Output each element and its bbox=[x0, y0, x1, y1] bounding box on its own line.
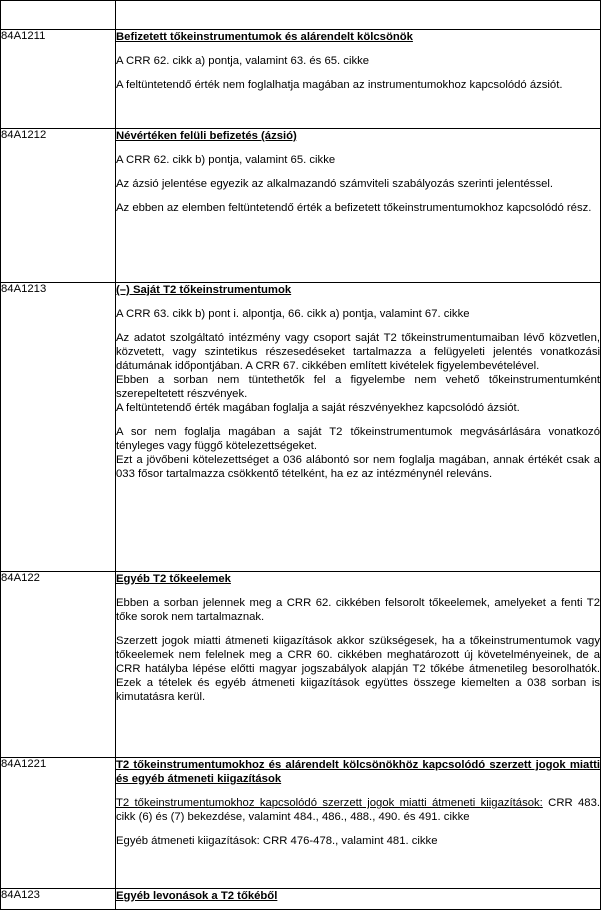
paragraph: A CRR 62. cikk b) pontja, valamint 65. cikke bbox=[116, 154, 336, 166]
header-content-cell bbox=[116, 1, 601, 30]
paragraph-underlined-part: T2 tőkeinstrumentumokhoz kapcsolódó szerzett jogok miatti átmeneti kiigazítások: bbox=[116, 797, 543, 809]
row-content bbox=[116, 889, 601, 910]
paragraph: A sor nem foglalja magában a saját T2 tőkeinstrumentumok megvásárlására vonatkozó tényleges vagy függő kötelezettségeket. bbox=[116, 426, 600, 452]
table-row bbox=[1, 129, 601, 283]
paragraph: A feltüntetendő érték magában foglalja a saját részvényekhez kapcsolódó ázsiót. bbox=[116, 402, 520, 414]
row-title: Egyéb T2 tőkeelemek bbox=[116, 573, 231, 585]
row-content bbox=[116, 30, 601, 129]
row-content bbox=[116, 129, 601, 283]
row-title: Névértéken felüli befizetés (ázsió) bbox=[116, 130, 297, 142]
row-title: Befizetett tőkeinstrumentumok és alárendelt kölcsönök bbox=[116, 31, 413, 43]
paragraph: A CRR 63. cikk b) pont i. alpontja, 66. cikk a) pontja, valamint 67. cikke bbox=[116, 308, 470, 320]
header-code-cell bbox=[1, 1, 116, 30]
row-code: 84A122 bbox=[1, 572, 116, 758]
paragraph: Szerzett jogok miatti átmeneti kiigazítások akkor szükségesek, ha a tőkeinstrumentumok vagy tőkeelemek nem felelnek meg a CRR 60. cikkében meghatározott új követelményeinek, de a CRR hatályba lépése előtti magyar jogszabályok alapján T2 tőkébe átmenetileg besorolhatók. Ezek a tételek és egyéb átmeneti kiigazítások együttes összege kiemelten a 038 sorban is kimutatásra kerül. bbox=[116, 635, 600, 703]
table-row bbox=[1, 758, 601, 889]
row-content bbox=[116, 572, 601, 758]
row-code: 84A1211 bbox=[1, 30, 116, 129]
paragraph: Az adatot szolgáltató intézmény vagy csoport saját T2 tőkeinstrumentumaiban lévő közvetlen, közvetett, vagy szintetikus részesedéseket tartalmazza a felügyeleti jelentés vonatkozási dátumának időpontjában. A CRR 67. cikkében említett kivételek figyelembevételével. bbox=[116, 332, 600, 372]
table-row bbox=[1, 30, 601, 129]
paragraph: Egyéb átmeneti kiigazítások: CRR 476-478., valamint 481. cikke bbox=[116, 835, 438, 847]
paragraph: A CRR 62. cikk a) pontja, valamint 63. és 65. cikke bbox=[116, 55, 370, 67]
table-row bbox=[1, 572, 601, 758]
row-code: 84A1212 bbox=[1, 129, 116, 283]
paragraph: Az ázsió jelentése egyezik az alkalmazandó számviteli szabályozás szerinti jelentéssel. bbox=[116, 178, 554, 190]
table-row bbox=[1, 283, 601, 572]
paragraph: Ebben a sorban nem tüntethetők fel a figyelembe nem vehető tőkeinstrumentumként szerepeltetett részvények. bbox=[116, 374, 600, 400]
row-title: (–) Saját T2 tőkeinstrumentumok bbox=[116, 284, 292, 296]
paragraph: Ebben a sorban jelennek meg a CRR 62. cikkében felsorolt tőkeelemek, amelyeket a fenti T2 tőke sorok nem tartalmaznak. bbox=[116, 597, 600, 623]
row-content bbox=[116, 758, 601, 889]
row-title: T2 tőkeinstrumentumokhoz és alárendelt kölcsönökhöz kapcsolódó szerzett jogok miatti és egyéb átmeneti kiigazítások bbox=[116, 759, 600, 785]
row-content bbox=[116, 283, 601, 572]
row-code: 84A1213 bbox=[1, 283, 116, 572]
paragraph-rest: CRR 483. cikk (6) és (7) bekezdése, valamint 484., 486., 488., 490. és 491. cikke bbox=[116, 797, 600, 823]
row-code: 84A123 bbox=[1, 889, 116, 910]
table-header-row bbox=[1, 1, 601, 30]
paragraph: A feltüntetendő érték nem foglalhatja magában az instrumentumokhoz kapcsolódó ázsiót. bbox=[116, 79, 563, 91]
paragraph: Az ebben az elemben feltüntetendő érték a befizetett tőkeinstrumentumokhoz kapcsolódó rész. bbox=[116, 202, 592, 214]
row-title: Egyéb levonások a T2 tőkéből bbox=[116, 890, 278, 902]
paragraph bbox=[116, 796, 600, 824]
paragraph: Ezt a jövőbeni kötelezettséget a 036 alábontó sor nem foglalja magában, annak értékét csak a 033 fősor tartalmazza csökkentő tételként, ha ez az intézménynél releváns. bbox=[116, 454, 600, 480]
table-row bbox=[1, 889, 601, 910]
row-code: 84A1221 bbox=[1, 758, 116, 889]
